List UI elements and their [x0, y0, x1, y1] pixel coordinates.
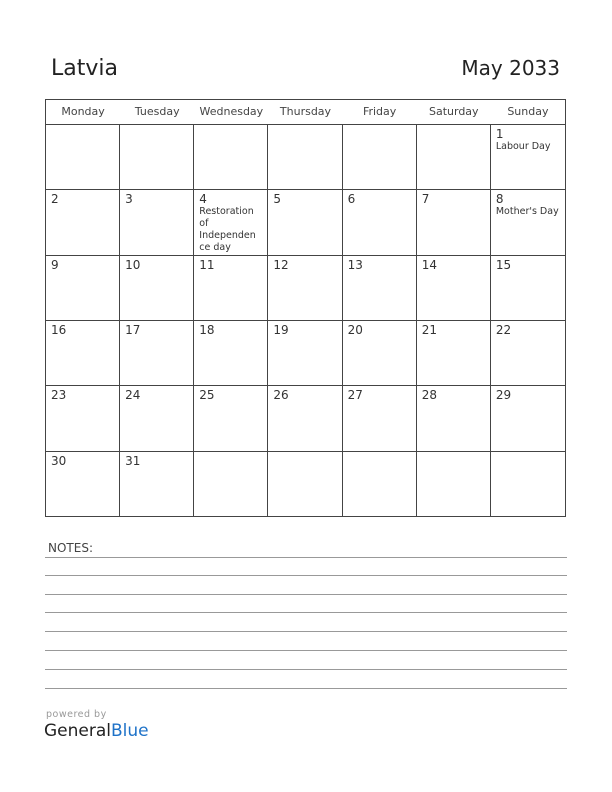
day-cell [343, 256, 417, 321]
day-cell [120, 386, 194, 451]
day-cell [417, 125, 491, 190]
day-cell [194, 125, 268, 190]
day-cell [343, 452, 417, 517]
day-cell [120, 190, 194, 255]
day-cell [491, 321, 565, 386]
notes-label: NOTES: [48, 541, 93, 555]
weekday-header: Wednesday [199, 105, 264, 118]
day-number: 3 [125, 192, 133, 207]
note-line [45, 650, 567, 651]
note-line [45, 575, 567, 576]
day-number: 10 [125, 257, 141, 272]
powered-by-text: powered by [46, 709, 107, 720]
weekday-header-row [46, 100, 565, 125]
day-cell [343, 321, 417, 386]
day-cell [120, 452, 194, 517]
calendar-weeks [46, 125, 565, 517]
note-line [45, 612, 567, 613]
day-cell [46, 386, 120, 451]
day-number: 23 [51, 388, 67, 403]
day-number: 27 [347, 388, 363, 403]
note-line [45, 688, 567, 689]
calendar-grid [45, 99, 566, 517]
day-number: 15 [495, 257, 512, 272]
day-cell [268, 190, 342, 255]
day-cell [194, 386, 268, 451]
day-cell [491, 386, 565, 451]
day-cell [417, 386, 491, 451]
holiday-label: Restoration of Independen ce day [199, 206, 256, 254]
day-cell [46, 256, 120, 321]
day-cell [194, 190, 268, 255]
day-cell [46, 125, 120, 190]
day-number: 7 [421, 192, 430, 207]
note-line [45, 557, 567, 558]
month-year-title: May 2033 [461, 56, 560, 80]
day-cell [417, 190, 491, 255]
day-number: 8 [495, 192, 504, 207]
day-number: 2 [51, 192, 59, 207]
day-number: 28 [421, 388, 437, 403]
day-cell [343, 190, 417, 255]
weekday-header: Sunday [507, 105, 549, 118]
day-number: 1 [495, 127, 504, 141]
holiday-label: Labour Day [495, 141, 551, 152]
day-number: 9 [51, 257, 59, 272]
day-number: 6 [347, 192, 356, 207]
note-line [45, 669, 567, 670]
day-cell [491, 256, 565, 321]
day-number: 5 [273, 192, 282, 207]
day-number: 18 [199, 323, 215, 337]
day-cell [268, 125, 342, 190]
day-cell [268, 386, 342, 451]
day-number: 17 [125, 323, 141, 337]
day-cell [194, 256, 268, 321]
generalblue-logo[interactable] [44, 721, 149, 741]
country-title: Latvia [51, 56, 118, 81]
day-cell [491, 190, 565, 255]
day-number: 20 [347, 323, 363, 337]
day-number: 14 [421, 257, 437, 272]
day-number: 21 [421, 323, 437, 337]
day-cell [46, 452, 120, 517]
weekday-header: Tuesday [134, 105, 180, 118]
brand-blue-text: Blue [111, 721, 149, 741]
day-cell [120, 256, 194, 321]
day-cell [194, 321, 268, 386]
day-cell [343, 125, 417, 190]
day-number: 31 [125, 453, 141, 468]
day-number: 26 [273, 388, 289, 403]
day-number: 29 [495, 388, 512, 403]
day-number: 13 [347, 257, 363, 272]
weekday-header: Friday [362, 105, 397, 118]
day-number: 11 [199, 257, 215, 272]
weekday-header: Saturday [428, 105, 479, 118]
day-cell [417, 256, 491, 321]
day-cell [491, 452, 565, 517]
note-line [45, 594, 567, 595]
note-line [45, 631, 567, 632]
day-number: 22 [495, 323, 512, 337]
holiday-label: Mother's Day [495, 206, 559, 218]
day-cell [120, 321, 194, 386]
day-number: 4 [199, 192, 207, 207]
weekday-header: Monday [61, 105, 105, 118]
day-number: 16 [51, 323, 67, 337]
day-cell [268, 256, 342, 321]
brand-general-text: General [44, 721, 111, 741]
day-number: 24 [125, 388, 141, 403]
weekday-header: Thursday [279, 105, 332, 118]
day-cell [417, 321, 491, 386]
day-number: 19 [273, 323, 289, 337]
day-number: 30 [51, 453, 67, 468]
day-cell [268, 321, 342, 386]
day-cell [46, 321, 120, 386]
day-number: 25 [199, 388, 215, 403]
day-cell [343, 386, 417, 451]
day-cell [120, 125, 194, 190]
day-number: 12 [273, 257, 289, 272]
day-cell [194, 452, 268, 517]
day-cell [417, 452, 491, 517]
day-cell [268, 452, 342, 517]
day-cell [46, 190, 120, 255]
day-cell [491, 125, 565, 190]
